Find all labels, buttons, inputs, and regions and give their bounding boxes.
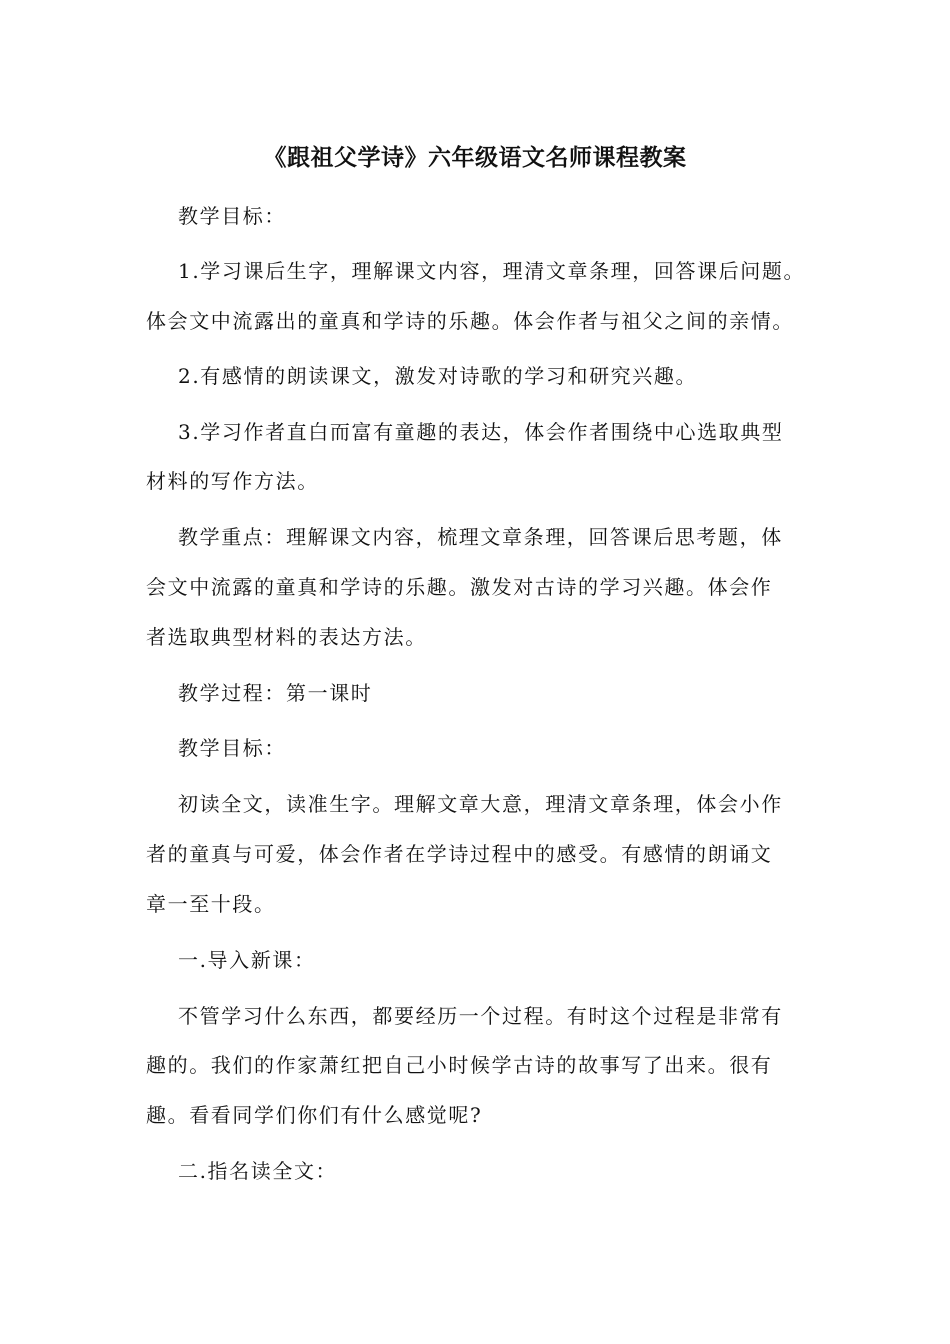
section-heading-reading: 二.指名读全文： <box>178 1159 338 1183</box>
paragraph-line: 2.有感情的朗读课文，激发对诗歌的学习和研究兴趣。 <box>178 364 698 388</box>
section-heading-objectives: 教学目标： <box>178 204 286 228</box>
paragraph-line: 3.学习作者直白而富有童趣的表达，体会作者围绕中心选取典型 <box>178 420 784 444</box>
paragraph-line: 体会文中流露出的童真和学诗的乐趣。体会作者与祖父之间的亲情。 <box>146 309 794 333</box>
paragraph-line: 者选取典型材料的表达方法。 <box>146 625 427 649</box>
paragraph-line: 初读全文，读准生字。理解文章大意，理清文章条理，体会小作 <box>178 792 783 816</box>
document-title: 《跟祖父学诗》六年级语文名师课程教案 <box>263 144 687 171</box>
paragraph-line: 者的童真与可爱，体会作者在学诗过程中的感受。有感情的朗诵文 <box>146 842 773 866</box>
paragraph-line: 会文中流露的童真和学诗的乐趣。激发对古诗的学习兴趣。体会作 <box>146 575 773 599</box>
section-heading-intro: 一.导入新课： <box>178 948 316 972</box>
section-heading-process: 教学过程：第一课时 <box>178 681 373 705</box>
section-heading-objectives: 教学目标： <box>178 736 286 760</box>
paragraph-line: 教学重点：理解课文内容，梳理文章条理，回答课后思考题，体 <box>178 525 783 549</box>
paragraph-line: 趣。看看同学们你们有什么感觉呢? <box>146 1103 483 1127</box>
paragraph-line: 1.学习课后生字，理解课文内容，理清文章条理，回答课后问题。 <box>178 259 806 283</box>
paragraph-line: 不管学习什么东西，都要经历一个过程。有时这个过程是非常有 <box>178 1004 783 1028</box>
paragraph-line: 材料的写作方法。 <box>146 469 319 493</box>
paragraph-line: 章一至十段。 <box>146 892 276 916</box>
paragraph-line: 趣的。我们的作家萧红把自己小时候学古诗的故事写了出来。很有 <box>146 1053 773 1077</box>
